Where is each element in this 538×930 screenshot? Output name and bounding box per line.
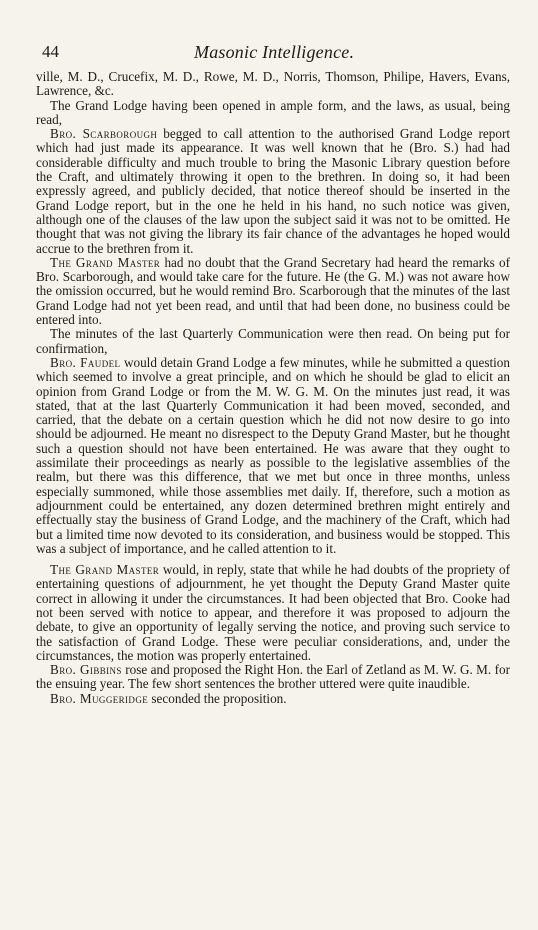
speaker-name: The Grand Master: [50, 562, 160, 578]
page-header: [42, 42, 512, 66]
paragraph-grand-master-reply: The Grand Master had no doubt that the Grand Secretary had heard the remarks of Bro. Scarborough, and would take care for the future. He (the G. M.) was not aware how the omission occurred, but he would remind Bro. Scarborough that the minutes of the last Grand Lodge had not yet been read, and until that had been done, no business could be entered into.: [36, 254, 510, 328]
speaker-name: The Grand Master: [50, 254, 161, 270]
paragraph-gibbins: Bro. Gibbins rose and proposed the Right Hon. the Earl of Zetland as M. W. G. M. for the ensuing year. The few short sentences the brother uttered were quite inaudible.: [36, 662, 510, 692]
paragraph-faudel: Bro. Faudel would detain Grand Lodge a few minutes, while he submitted a question which seemed to involve a great principle, and on which he should be glad to elicit an opinion from Grand Lodge or from the M. W. G. M. On the minutes just read, it was stated, that at the last Quarterly Communication it had been moved, seconded, and carried, that the debate on a certain question which he did not now desire to go into should be adjourned. He meant no disrespect to the Deputy Grand Master, but he thought such a question should not have been entertained. He was aware that they ought to assimilate their proceedings as nearly as possible to the legislative assemblies of the realm, but there was this difference, that we met but once in three months, unless especially summoned, while those assemblies met daily. If, therefore, such a motion as adjournment could be entertained, any dozen determined brethren might entirely and effectually stay the business of Grand Lodge, and the machinery of the Craft, which had but a limited time now devoted to its consideration, and business would be stopped. This was a subject of importance, and he called attention to it.: [36, 354, 510, 556]
speaker-name: Bro. Gibbins: [50, 662, 122, 678]
paragraph-scarborough: Bro. Scarborough begged to call attention to the authorised Grand Lodge report which had just made its appearance. It was well known that he (Bro. S.) had had considerable difficulty and much trouble to bring the Masonic Library question before the Craft, and ultimately throwing it open to the brethren. In doing so, it had been expressly agreed, and publicly decided, that notice thereof should be inserted in the Grand Lodge report, but in the one he held in his hand, no such notice was given, although one of the clauses of the law upon the subject said it was not to be omitted. He thought that was not giving the library its fair chance of the advantages he hoped would accrue to the brethren from it.: [36, 126, 510, 256]
paragraph-opening: The Grand Lodge having been opened in ample form, and the laws, as usual, being read,: [36, 97, 510, 127]
page-number: 44: [42, 42, 59, 61]
paragraph-muggeridge: Bro. Muggeridge seconded the proposition.: [50, 690, 287, 706]
paragraph-minutes: The minutes of the last Quarterly Communication were then read. On being put for confirmation,: [36, 326, 510, 356]
speaker-name: Bro. Faudel: [50, 354, 121, 370]
paragraph-attendees: ville, M. D., Crucefix, M. D., Rowe, M. D., Norris, Thomson, Philipe, Havers, Evans, Lawrence, &c.: [36, 69, 510, 99]
speaker-name: Bro. Muggeridge: [50, 690, 149, 706]
body-text: [36, 70, 510, 706]
speaker-name: Bro. Scarborough: [50, 126, 158, 142]
paragraph-grand-master-adjournment: The Grand Master would, in reply, state that while he had doubts of the propriety of entertaining questions of adjournment, he yet thought the Deputy Grand Master quite correct in allowing it under the circumstances. It had been objected that Bro. Cooke had not been served with notice to appear, and therefore it was proposed to adjourn the debate, to give an opportunity of legally serving the notice, and proving such service to the satisfaction of Grand Lodge. These were peculiar considerations, and, under the circumstances, the motion was properly entertained.: [36, 562, 510, 663]
running-title: Masonic Intelligence.: [194, 42, 355, 62]
